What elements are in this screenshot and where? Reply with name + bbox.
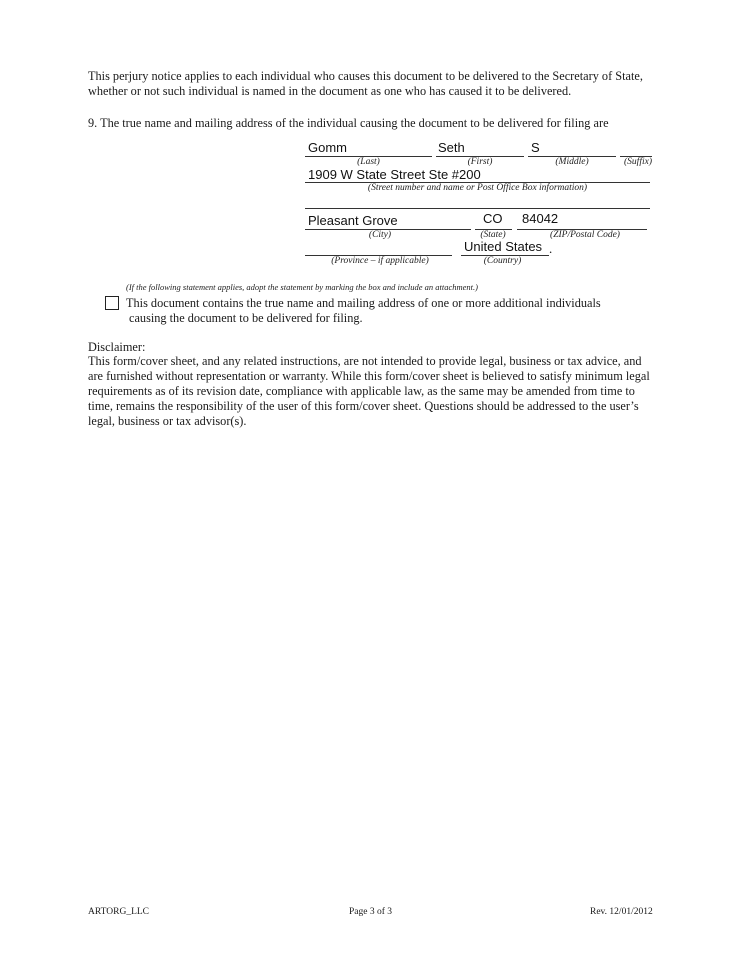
middle-name-field[interactable]: S (531, 140, 540, 155)
street-caption: (Street number and name or Post Office Box information) (367, 183, 588, 193)
disclaimer-heading: Disclaimer: (88, 340, 146, 354)
country-field[interactable]: United States (464, 239, 543, 254)
city-caption: (City) (368, 230, 392, 240)
state-field[interactable]: CO (483, 211, 503, 226)
additional-statement-line-1: This document contains the true name and mailing address of one or more additional individuals (126, 296, 601, 310)
first-name-field[interactable]: Seth (438, 140, 465, 155)
additional-individuals-checkbox[interactable] (105, 296, 119, 310)
additional-statement-line-2: causing the document to be delivered for filing. (129, 311, 363, 325)
zip-field[interactable]: 84042 (522, 211, 559, 226)
suffix-caption: (Suffix) (624, 157, 652, 167)
country-period: . (549, 241, 553, 256)
state-caption: (State) (480, 230, 506, 240)
perjury-notice: This perjury notice applies to each individual who causes this document to be delivered to the Secretary of State, whether or not such individual is named in the document as one who has caused it to be delivered. (88, 69, 643, 98)
last-name-field[interactable]: Gomm (308, 140, 347, 155)
item-9-statement: 9. The true name and mailing address of the individual causing the document to be delivered for filing are (88, 116, 609, 130)
zip-caption: (ZIP/Postal Code) (550, 230, 620, 240)
form-code: ARTORG_LLC (88, 907, 150, 917)
middle-name-caption: (Middle) (555, 157, 589, 167)
disclaimer-body: This form/cover sheet, and any related instructions, are not intended to provide legal, business or tax advice, and are furnished without representation or warranty. While this form/cover sheet is believed to satisfy minimum legal requirements as of its revision date, compliance with applicable law, as the same may be amended from time to time, remains the responsibility of the user of this form/cover sheet. Questions should be addressed to the user’s legal, business or tax advisor(s). (88, 354, 650, 428)
province-caption: (Province – if applicable) (331, 256, 429, 266)
country-caption: (Country) (483, 256, 522, 266)
first-name-caption: (First) (467, 157, 493, 167)
street-address-field[interactable]: 1909 W State Street Ste #200 (308, 167, 481, 182)
city-field[interactable]: Pleasant Grove (308, 213, 398, 228)
revision-date: Rev. 12/01/2012 (590, 907, 653, 917)
street-line-2-underline (305, 208, 650, 209)
last-name-caption: (Last) (357, 157, 380, 167)
page-number: Page 3 of 3 (349, 907, 393, 917)
additional-instruction: (If the following statement applies, adopt the statement by marking the box and include an attachment.) (126, 282, 478, 292)
